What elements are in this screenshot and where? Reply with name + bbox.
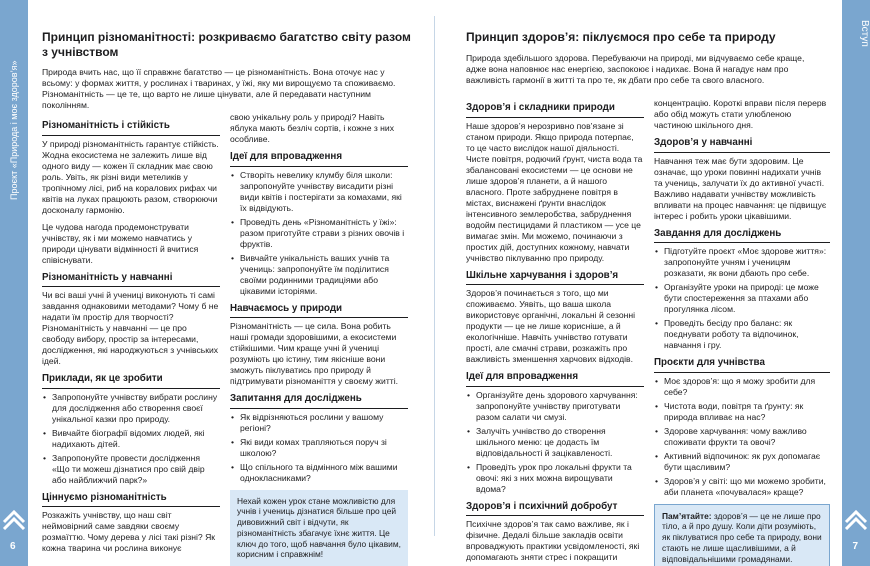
bullet-list (230, 170, 408, 297)
section-heading: Приклади, як це зробити (42, 373, 220, 389)
left-column-2 (230, 112, 408, 566)
section-title-vertical: Вступ (859, 20, 870, 47)
list-item: • Запропонуйте учнівству вибрати рослину для дослідження або створення своєї унікальної казки про природу. (42, 392, 220, 425)
section-heading: Ціннуємо різноманітність (42, 492, 220, 508)
paragraph: Навчання теж має бути здоровим. Це означає, що уроки повинні надихати учнів та учениць, залучати їх до активної участі. Важливо надавати учнівству можливість впливати на процес навчання: це підвищує інтерес і робить уроки цікавішими. (654, 155, 827, 221)
list-item: • Вивчайте унікальність ваших учнів та учениць: запропонуйте їм поділитися своїми родинними традиціями або цікавими історіями. (230, 253, 408, 297)
section-heading: Різноманітність і стійкість (42, 120, 220, 136)
right-column-1 (466, 100, 644, 566)
paragraph: У природі різноманітність гарантує стійкість. Жодна екосистема не залежить лише від одного виду — кожен її складник має свою роль. Увіть, як різні види метеликів у тропічному лісі, риб на коралових рифах чи квітів на луках працюють разом, створюючи досконалу гармонію. (42, 138, 219, 215)
list-item: • Моє здоров’я: що я можу зробити для себе? (654, 376, 830, 398)
page-title: Принцип здоров’я: піклуємося про себе та природу (466, 30, 776, 44)
list-item: • Що спільного та відмінного між вашими однокласниками? (230, 462, 408, 484)
section-heading: Ідеї для впровадження (466, 371, 644, 387)
list-item: • Організуйте уроки на природі: це може бути спостереження за птахами або прогулянка лісом. (654, 282, 830, 315)
section-heading: Здоров’я і психічний добробут (466, 501, 644, 517)
reminder-label: Пам’ятайте: (662, 510, 712, 521)
list-item: • Проведіть день «Різноманітність у їжі»: разом приготуйте страви з різних овочів і фруктів. (230, 217, 408, 250)
list-item: • Проведіть бесіду про баланс: як поєднувати роботу та відпочинок, навчання і гру. (654, 318, 830, 351)
paragraph: Наше здоров’я нерозривно пов’язане зі станом природи. Якщо природа потерпає, то це часто вислідок нашої діяльності. Чисте повітря, родючий ґрунт, чиста вода та збалансовані екосистеми — це основи не лише здоров’я планети, а й нашого власного. Проте забруднене повітря в містах, виснажені ґрунти внаслідок інтенсивного землеробства, забруднення водойм пестицидами й пластиком — усе це вимагає змін. Ми можемо, починаючи з простих дій, доступних кожному, навчати учнівство піклуванню про природу. (466, 120, 643, 263)
left-page-header (42, 30, 412, 117)
section-heading: Ідеї для впровадження (230, 151, 408, 167)
reminder-text: здоров’я — це не лише про тіло, а й про душу. Коли діти розуміють, як піклуватися про себе та природу, вони стають не лише щасливішими, а й відповідальнішими громадянами. (662, 510, 822, 564)
paragraph: концентрацію. Короткі вправи після перерв або обід можуть стати улюбленою частиною шкільного дня. (654, 98, 827, 130)
section-heading: Навчаємось у природи (230, 303, 408, 319)
intro-paragraph: Природа здебільшого здорова. Перебуваючи на природі, ми відчуваємо себе краще, адже вона наповнює нас енергією, заспокоює і надихає. Вона й нагадує нам про важливість гармонії в житті та про те, як дбати про себе та свого власного. (466, 52, 805, 85)
chevron-up-icon (0, 502, 28, 530)
page-title: Принцип різноманітності: розкриваємо багатство світу разом з учнівством (42, 30, 411, 59)
left-column-1 (42, 118, 220, 560)
reminder-box (654, 504, 830, 566)
right-side-bar (842, 0, 870, 566)
list-item: • Здорове харчування: чому важливо споживати фрукти та овочі? (654, 426, 830, 448)
paragraph: Це чудова нагода продемонструвати учнівству, як і ми можемо навчатись у природи цінувати відмінності й вчитися співіснувати. (42, 221, 199, 265)
list-item: • Організуйте день здорового харчування: запропонуйте учнівству приготувати разом салати чи смузі. (466, 390, 644, 423)
section-heading: Проєкти для учнівства (654, 357, 830, 373)
section-heading: Здоров’я і складники природи (466, 102, 644, 118)
list-item: • Проведіть урок про локальні фрукти та овочі: які з них можна вирощувати вдома? (466, 462, 644, 495)
list-item: • Які види комах трапляються поруч зі школою? (230, 437, 408, 459)
paragraph: Розкажіть учнівству, що наш світ неймовірний саме завдяки своєму розмаїттю. Чому дерева у лісі такі різні? Як кожна тварина чи рослина виконує (42, 510, 216, 554)
list-item: • Створіть невелику клумбу біля школи: запропонуйте учнівству висадити різні види квітів і постерігати за комахами, які їх відвідують. (230, 170, 408, 214)
list-item: • Вивчайте біографії відомих людей, які надихають дітей. (42, 428, 220, 450)
project-title-vertical: Проєкт «Природа і моє здоров’я» (9, 60, 19, 200)
right-page-header (466, 30, 826, 92)
bullet-list (42, 392, 220, 486)
paragraph: Чи всі ваші учні й учениці виконують ті самі завдання однаковими методами? Чому б не надати їм простір для творчості? Різноманітність у навчанні — це про свободу вибору, простір за інтересами, дослідження, які народжуються з учнівських ідей. (42, 290, 219, 367)
section-heading: Завдання для досліджень (654, 228, 830, 244)
intro-paragraph: Природа вчить нас, що її справжнє багатство — це різноманітність. Вона оточує нас у всьому: у формах життя, у рослинах і тваринах, у їжі, яку ми вирощуємо та споживаємо. Різноманітність — це те, що варто не лише цінувати, але й передавати наступним поколінням. (42, 67, 396, 111)
page-divider (434, 16, 435, 536)
list-item: • Чистота води, повітря та ґрунту: як природа впливає на нас? (654, 401, 830, 423)
list-item: • Здоров’я у світі: що ми можемо зробити, аби планета «почувалася» краще? (654, 476, 830, 498)
paragraph: Здоров’я починається з того, що ми споживаємо. Уявіть, що ваша школа використовує органічні, локальні й сезонні продукти — це не лише корисніше, а й екологічніше. Навчіть учнівство готувати прості, але смачні страви, розкажіть про важливість зменшення харчових відходів. (466, 288, 636, 365)
right-column-2 (654, 98, 830, 566)
bullet-list (466, 390, 644, 495)
paragraph: Психічне здоров’я так само важливе, як і фізичне. Дедалі більше закладів освіти впроваджують практики усвідомленості, які допомагають зняти стрес і покращити (466, 519, 640, 563)
list-item: • Залучіть учнівство до створення шкільного меню: це додасть їм відповідальності й зацікавленості. (466, 426, 644, 459)
bullet-list (230, 412, 408, 484)
list-item: • Запропонуйте провести дослідження «Що ти можеш дізнатися про свій двір або найближчий парк?» (42, 453, 220, 486)
page-number-left: 6 (10, 541, 16, 552)
section-heading: Шкільне харчування і здоров’я (466, 270, 644, 286)
section-heading: Здоров’я у навчанні (654, 137, 830, 153)
list-item: • Активний відпочинок: як рух допомагає бути щасливим? (654, 451, 830, 473)
list-item: • Підготуйте проєкт «Моє здорове життя»: запропонуйте учням і ученицям розказати, як вони дбають про себе. (654, 246, 830, 279)
list-item: • Як відрізняються рослини у вашому регіоні? (230, 412, 408, 434)
paragraph: свою унікальну роль у природі? Навіть яблука мають безліч сортів, і кожне з них особливе. (230, 112, 395, 144)
section-heading: Різноманітність у навчанні (42, 272, 220, 288)
paragraph: Різноманітність — це сила. Вона робить наші громади здоровішими, а екосистеми стійкішими. Чим краще учні й учениці розуміють цю істину, тим якісніше вони зможуть піклуватись про природу й підтримувати різноманіття у своєму житті. (230, 321, 399, 387)
left-side-bar (0, 0, 28, 566)
info-box: Нехай кожен урок стане можливістю для учнів і учениць дізнатися більше про цей дивовижний світ і відчути, як різноманітність збагачує їхнє життя. Це ключ до того, щоб навчання було цікавим, корисним і справжнім! (230, 490, 408, 566)
bullet-list (654, 246, 830, 351)
bullet-list (654, 376, 830, 498)
page-number-right: 7 (852, 541, 858, 552)
chevron-up-icon (842, 502, 870, 530)
section-heading: Запитання для досліджень (230, 393, 408, 409)
